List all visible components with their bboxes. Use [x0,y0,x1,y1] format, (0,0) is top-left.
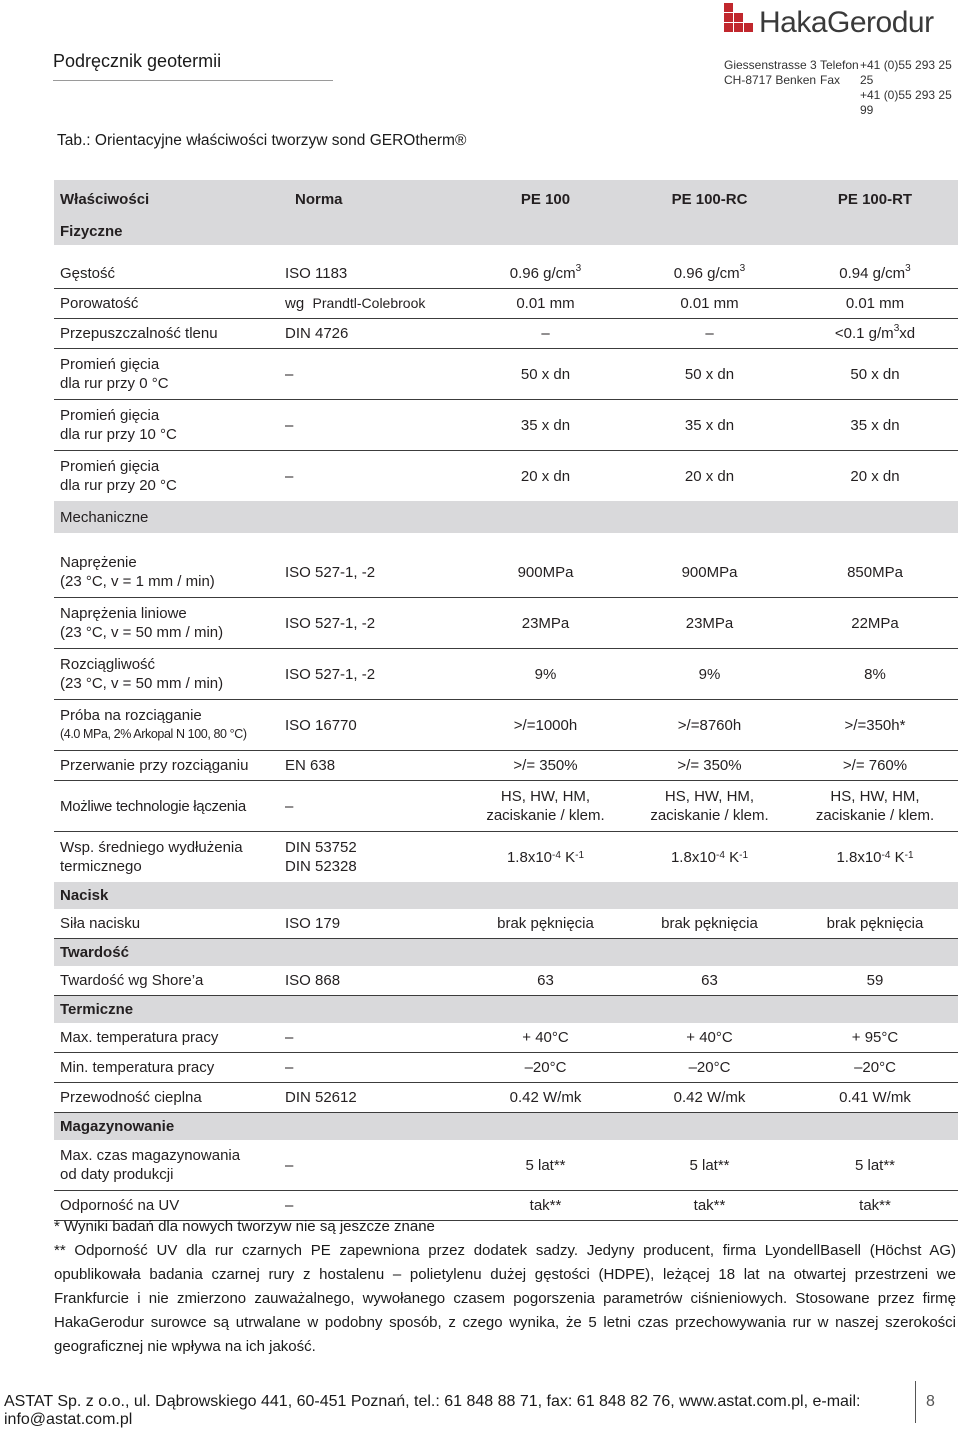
section-label: Nacisk [54,882,958,909]
value-pe100rt: 50 x dn [792,349,958,400]
value-pe100: 9% [464,649,627,700]
table-row [54,1083,958,1113]
row-norm: – [279,349,464,400]
value-line: HS, HW, HM, [830,788,920,805]
header-properties: Właściwości [54,180,279,218]
label-line: Max. czas magazynowania [60,1147,241,1164]
value-pe100rc: 9% [627,649,792,700]
value-pe100rc: >/=8760h [627,700,792,751]
value-unit-exponent: -1 [575,849,585,861]
value-pe100rc: 50 x dn [627,349,792,400]
row-label [54,832,279,883]
value-pe100rt: 35 x dn [792,400,958,451]
value-pe100rt: tak** [792,1191,958,1221]
section-storage [54,1113,958,1141]
value-line: zaciskanie / klem. [486,807,605,824]
row-norm: – [279,400,464,451]
header-pe100rt: PE 100-RT [792,180,958,218]
table-row [54,781,958,832]
value-pe100rc: 63 [627,966,792,996]
table-row [54,349,958,400]
hakagerodur-logo-icon [724,3,753,32]
row-norm: – [285,467,294,485]
row-norm: ISO 527-1, -2 [279,547,464,598]
page-number: 8 [926,1393,935,1410]
value-pe100rt: + 95°C [792,1023,958,1053]
label-line: Promień gięcia [60,356,160,373]
value-pe100: 63 [464,966,627,996]
value-pe100rc: 23MPa [627,598,792,649]
section-hardness [54,939,958,967]
value-text: 0.96 g/cm [673,265,740,282]
value-line: zaciskanie / klem. [650,807,769,824]
fax-label: Fax [820,73,841,87]
value-pe100rt: 22MPa [792,598,958,649]
value-pe100: brak pęknięcia [464,909,627,939]
value-pe100rt [792,259,958,289]
footnote-2: ** Odporność UV dla rur czarnych PE zapewniona przez dodatek sadzy. Jedyny producent, firma LyondellBasell (Höchst AG) opublikowała badania czarnej rury z hostalenu – polietylenu dużej gęstości (HDPE), leżącej 18 lat na otwartej przestrzeni we Frankfurcie i nie zmierzono zauważalnego, wywołanego czasem pogorszenia parametrów ciśnieniowych. Stosowane przez firmę HakaGerodur surowce są utrwalane w podobny sposób, z czego wynika, że 5 letni czas przechowywania rur w naszej szerokości geograficznej nie wpływa na ich jakość. [54,1242,956,1355]
row-label: Siła nacisku [54,909,279,939]
value-line: HS, HW, HM, [500,788,591,805]
row-norm [279,289,464,319]
value-pe100: 23MPa [464,598,627,649]
value-pe100rc: 20 x dn [684,467,735,485]
value-pe100rt: –20°C [792,1053,958,1083]
row-norm [279,832,464,883]
label-line: od daty produkcji [60,1166,174,1183]
value-pe100rt: 0.41 W/mk [792,1083,958,1113]
value-unit: K [890,848,905,866]
value-pe100rt [792,832,958,883]
value-unit: K [560,848,576,866]
footer-contact: ASTAT Sp. z o.o., ul. Dąbrowskiego 441, 60-451 Poznań, tel.: 61 848 88 71, fax: 61 848 82 76, www.astat.com.pl, e-mail: info@astat.com.pl [4,1393,861,1428]
value-superscript: 3 [575,263,582,274]
section-mechanical [54,501,958,533]
footer-divider [915,1381,916,1423]
value-pe100: tak** [464,1191,627,1221]
value-exponent: -4 [552,849,561,861]
value-text: <0.1 g/m [834,325,894,342]
table-header-row [54,180,958,218]
row-label [54,547,279,598]
row-norm: ISO 527-1, -2 [279,649,464,700]
row-label: Twardość wg Shore’a [54,966,279,996]
value-text: 1.8x10 [506,848,553,866]
value-line: HS, HW, HM, [664,788,755,805]
row-label: Gęstość [54,259,279,289]
value-pe100rt: 5 lat** [792,1140,958,1191]
table-row [54,319,958,349]
row-norm: – [279,1053,464,1083]
value-superscript: 3 [893,323,900,334]
fax-value: +41 (0)55 293 25 99 [860,88,952,117]
section-pressure [54,882,958,909]
value-pe100: 20 x dn [520,467,571,485]
row-norm: – [279,1023,464,1053]
value-pe100 [464,259,627,289]
label-line: Wsp. średniego wydłużenia [60,839,243,856]
value-pe100rt: 8% [792,649,958,700]
value-pe100rc: brak pęknięcia [627,909,792,939]
table-row [54,1053,958,1083]
value-pe100rt: 850MPa [792,547,958,598]
value-pe100: + 40°C [464,1023,627,1053]
value-pe100: >/= 350% [464,751,627,781]
table-row [54,451,958,502]
label-line: (23 °C, v = 1 mm / min) [60,573,215,590]
label-line: Naprężenia liniowe [60,605,187,622]
value-pe100: 900MPa [464,547,627,598]
value-pe100rt: 0.01 mm [792,289,958,319]
row-norm: DIN 52612 [279,1083,464,1113]
table-row [54,751,958,781]
table-row [54,649,958,700]
label-line: Promień gięcia [60,407,160,424]
value-pe100rc: >/= 350% [627,751,792,781]
document-title: Podręcznik geotermii [53,51,222,71]
value-unit-exponent: -1 [904,849,914,861]
table-row [54,909,958,939]
value-pe100rc: – [627,319,792,349]
value-pe100: 0.42 W/mk [464,1083,627,1113]
contact-labels [820,58,859,88]
row-label [54,700,279,751]
row-label: Możliwe technologie łączenia [54,781,279,832]
table-row [54,259,958,289]
table-row [54,1023,958,1053]
row-norm: ISO 16770 [279,700,464,751]
footnotes [54,1215,956,1359]
value-pe100rt: >/=350h* [792,700,958,751]
section-label: Magazynowanie [54,1113,958,1141]
footnote-1: * Wyniki badań dla nowych tworzyw nie są jeszcze znane [54,1218,435,1235]
section-label: Twardość [54,939,958,967]
row-norm: DIN 4726 [279,319,464,349]
row-label [54,400,279,451]
table-row [54,832,958,883]
table-row [54,400,958,451]
properties-table [54,180,958,1221]
header-norm: Norma [279,180,464,218]
header-pe100rc: PE 100-RC [627,180,792,218]
value-pe100rc [627,832,792,883]
value-pe100: 0.01 mm [464,289,627,319]
norm-line: DIN 52328 [285,858,357,875]
label-line: termicznego [60,858,142,875]
norm-prefix: wg [285,295,305,312]
row-label: Przepuszczalność tlenu [54,319,279,349]
row-label: Odporność na UV [54,1191,279,1221]
section-label: Mechaniczne [54,501,958,533]
table-caption: Tab.: Orientacyjne właściwości tworzyw sond GEROtherm® [57,132,467,149]
value-unit: K [724,848,740,866]
row-norm: ISO 527-1, -2 [279,598,464,649]
phone-value: +41 (0)55 293 25 25 [860,58,952,87]
value-pe100rc [627,781,792,832]
norm-line: DIN 53752 [285,839,357,856]
row-norm: ISO 179 [279,909,464,939]
row-label: Max. temperatura pracy [54,1023,279,1053]
row-label [54,649,279,700]
table-row [54,289,958,319]
address-block [724,58,817,88]
row-label: Przerwanie przy rozciąganiu [54,751,279,781]
section-thermal [54,996,958,1024]
value-pe100rt: 59 [792,966,958,996]
row-label [54,598,279,649]
value-pe100: 35 x dn [464,400,627,451]
value-pe100rc: 900MPa [627,547,792,598]
value-pe100: 50 x dn [464,349,627,400]
header-pe100: PE 100 [464,180,627,218]
value-pe100rt [792,781,958,832]
table-row [54,1140,958,1191]
value-pe100rt [792,319,958,349]
label-line: Naprężenie [60,554,137,571]
value-pe100rt: >/= 760% [792,751,958,781]
table-row [54,547,958,598]
value-exponent: -4 [881,849,891,861]
table-row [54,598,958,649]
value-pe100: >/=1000h [464,700,627,751]
row-label [54,451,279,502]
row-label [54,349,279,400]
row-norm: ISO 1183 [279,259,464,289]
label-line: dla rur przy 0 °C [60,375,169,392]
brand-name: HakaGerodur [759,6,934,39]
value-pe100: 5 lat** [464,1140,627,1191]
table-row [54,966,958,996]
table-row [54,700,958,751]
value-text: 1.8x10 [670,848,717,866]
value-pe100: –20°C [464,1053,627,1083]
value-pe100 [464,832,627,883]
value-pe100rc: –20°C [627,1053,792,1083]
row-norm: ISO 868 [279,966,464,996]
address-city: CH-8717 Benken [724,73,817,87]
section-label: Termiczne [54,996,958,1024]
row-norm: – [279,1191,464,1221]
value-pe100: – [464,319,627,349]
label-line: (23 °C, v = 50 mm / min) [60,675,224,692]
row-norm: – [279,1140,464,1191]
value-line: zaciskanie / klem. [815,807,935,824]
value-unit: xd [899,325,916,342]
row-label: Porowatość [54,289,279,319]
label-line: Rozciągliwość [60,656,156,673]
value-pe100rc: tak** [627,1191,792,1221]
value-superscript: 3 [739,263,746,274]
value-pe100 [464,781,627,832]
label-line: dla rur przy 10 °C [60,426,177,443]
contact-values [860,58,960,118]
section-label: Fizyczne [54,218,958,245]
value-pe100rt: brak pęknięcia [792,909,958,939]
value-superscript: 3 [905,263,911,274]
value-pe100rc [627,259,792,289]
value-unit-exponent: -1 [739,849,749,861]
label-line: (23 °C, v = 50 mm / min) [60,624,224,641]
label-line: dla rur przy 20 °C [60,477,177,494]
value-pe100rc: 35 x dn [627,400,792,451]
phone-label: Telefon [820,58,859,72]
value-text: 0.94 g/cm [839,265,906,282]
row-label: Min. temperatura pracy [54,1053,279,1083]
value-pe100rt: 20 x dn [850,467,900,485]
value-exponent: -4 [716,849,725,861]
value-pe100rc: + 40°C [627,1023,792,1053]
row-label [54,1140,279,1191]
row-label: Przewodność cieplna [54,1083,279,1113]
label-line: Próba na rozciąganie [60,707,202,724]
title-divider [53,80,333,81]
row-norm: EN 638 [279,751,464,781]
value-pe100rc: 5 lat** [627,1140,792,1191]
address-street: Giessenstrasse 3 [724,58,817,72]
value-text: 1.8x10 [836,848,882,866]
row-norm: – [279,781,464,832]
label-line: (4.0 MPa, 2% Arkopal N 100, 80 °C) [60,727,247,741]
label-line: Promień gięcia [60,458,160,475]
value-pe100rc: 0.01 mm [627,289,792,319]
norm-text: Prandtl-Colebrook [312,295,426,311]
section-physical [54,218,958,245]
value-pe100rc: 0.42 W/mk [627,1083,792,1113]
value-text: 0.96 g/cm [509,265,576,282]
